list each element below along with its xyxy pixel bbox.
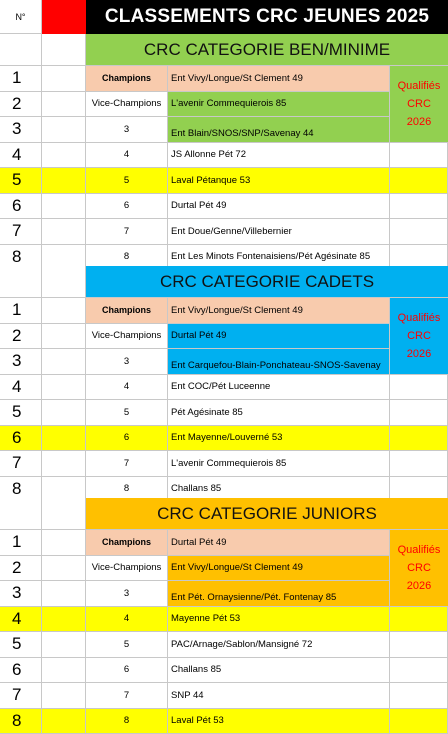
rank-number: 6 — [0, 658, 42, 684]
qualified-note-line: Qualifiés — [398, 77, 441, 95]
qualified-note-line: Qualifiés — [398, 541, 441, 559]
row-blank-cell — [42, 426, 86, 452]
team-name: SNP 44 — [168, 683, 390, 709]
qualified-note-line: 2026 — [407, 113, 431, 131]
category-banner: CRC CATEGORIE CADETS — [86, 266, 448, 298]
place-label: Champions — [86, 298, 168, 324]
qualified-note — [390, 298, 448, 375]
rank-number: 7 — [0, 683, 42, 709]
row-blank-cell — [42, 298, 86, 324]
qualified-note-line: Qualifiés — [398, 309, 441, 327]
place-label: 3 — [86, 349, 168, 375]
place-label: 7 — [86, 451, 168, 477]
place-label: Vice-Champions — [86, 92, 168, 118]
category-banner: CRC CATEGORIE BEN/MINIME — [86, 34, 448, 66]
place-label: 4 — [86, 607, 168, 633]
row-blank-cell — [42, 658, 86, 684]
team-name: JS Allonne Pét 72 — [168, 143, 390, 169]
rank-number: 2 — [0, 556, 42, 582]
place-label: 8 — [86, 477, 168, 503]
place-label: 6 — [86, 658, 168, 684]
qualified-note-line: CRC — [407, 559, 431, 577]
qualification-empty-cell — [390, 632, 448, 658]
team-name: Ent Les Minots Fontenaisiens/Pét Agésinate 85 — [168, 245, 390, 271]
place-label: 7 — [86, 219, 168, 245]
place-label: Champions — [86, 66, 168, 92]
place-label: 6 — [86, 194, 168, 220]
rank-number: 5 — [0, 632, 42, 658]
category-banner: CRC CATEGORIE JUNIORS — [86, 498, 448, 530]
qualification-empty-cell — [390, 143, 448, 169]
row-blank-cell — [42, 632, 86, 658]
place-label: 5 — [86, 400, 168, 426]
qualification-empty-cell — [390, 607, 448, 633]
qualified-note-line: 2026 — [407, 577, 431, 595]
rank-number: 1 — [0, 298, 42, 324]
row-blank-cell — [42, 324, 86, 350]
team-name: L'avenir Commequierois 85 — [168, 451, 390, 477]
rank-number: 4 — [0, 375, 42, 401]
place-label: 8 — [86, 709, 168, 734]
place-label: 6 — [86, 426, 168, 452]
row-blank-cell — [42, 219, 86, 245]
team-name: Laval Pét 53 — [168, 709, 390, 734]
team-name: PAC/Arnage/Sablon/Mansigné 72 — [168, 632, 390, 658]
team-name: Durtal Pét 49 — [168, 530, 390, 556]
place-label: 7 — [86, 683, 168, 709]
rank-number: 6 — [0, 426, 42, 452]
place-label: Vice-Champions — [86, 324, 168, 350]
rank-number: 3 — [0, 117, 42, 143]
team-name: Laval Pétanque 53 — [168, 168, 390, 194]
row-blank-cell — [42, 709, 86, 734]
row-blank-cell — [42, 66, 86, 92]
rank-number: 8 — [0, 245, 42, 271]
rank-number: 3 — [0, 581, 42, 607]
place-label: 5 — [86, 632, 168, 658]
row-blank-cell — [42, 117, 86, 143]
qualification-empty-cell — [390, 375, 448, 401]
qualified-note-line: 2026 — [407, 345, 431, 363]
place-label: 3 — [86, 581, 168, 607]
place-label: 4 — [86, 143, 168, 169]
qualification-empty-cell — [390, 709, 448, 734]
team-name: Durtal Pét 49 — [168, 194, 390, 220]
qualified-note-line: CRC — [407, 327, 431, 345]
rank-number: 1 — [0, 66, 42, 92]
rank-number: 7 — [0, 451, 42, 477]
rank-number: 3 — [0, 349, 42, 375]
row-blank-cell — [42, 375, 86, 401]
rank-number: 5 — [0, 400, 42, 426]
rank-number: 1 — [0, 530, 42, 556]
place-label: Champions — [86, 530, 168, 556]
row-blank-cell — [42, 683, 86, 709]
place-label: 3 — [86, 117, 168, 143]
row-blank-cell — [42, 92, 86, 118]
rank-number: 5 — [0, 168, 42, 194]
team-name: Ent Blain/SNOS/SNP/Savenay 44 — [168, 117, 390, 143]
team-name: Ent Vivy/Longue/St Clement 49 — [168, 298, 390, 324]
rank-number: 8 — [0, 477, 42, 503]
red-marker-cell — [42, 0, 86, 34]
rank-number: 4 — [0, 607, 42, 633]
qualification-empty-cell — [390, 168, 448, 194]
row-blank-cell — [42, 400, 86, 426]
qualification-empty-cell — [390, 658, 448, 684]
team-name: L'avenir Commequierois 85 — [168, 92, 390, 118]
place-label: 5 — [86, 168, 168, 194]
rank-number: 2 — [0, 324, 42, 350]
team-name: Ent Vivy/Longue/St Clement 49 — [168, 66, 390, 92]
team-name: Challans 85 — [168, 477, 390, 503]
row-blank-cell — [42, 451, 86, 477]
place-label: 4 — [86, 375, 168, 401]
row-blank-cell — [42, 556, 86, 582]
team-name: Ent Doue/Genne/Villebernier — [168, 219, 390, 245]
row-blank-cell — [42, 194, 86, 220]
banner-spacer-number — [0, 266, 42, 298]
team-name: Ent COC/Pét Luceenne — [168, 375, 390, 401]
qualification-empty-cell — [390, 683, 448, 709]
banner-spacer-blank — [42, 34, 86, 66]
team-name: Ent Pét. Ornaysienne/Pét. Fontenay 85 — [168, 581, 390, 607]
row-blank-cell — [42, 143, 86, 169]
row-blank-cell — [42, 530, 86, 556]
rank-number: 6 — [0, 194, 42, 220]
team-name: Ent Carquefou-Blain-Ponchateau-SNOS-Savenay — [168, 349, 390, 375]
qualification-empty-cell — [390, 219, 448, 245]
qualified-note — [390, 530, 448, 607]
qualified-note — [390, 66, 448, 143]
qualification-empty-cell — [390, 426, 448, 452]
banner-spacer-blank — [42, 498, 86, 530]
banner-spacer-blank — [42, 266, 86, 298]
number-column-header: N° — [0, 0, 42, 34]
qualification-empty-cell — [390, 451, 448, 477]
row-blank-cell — [42, 581, 86, 607]
rank-number: 4 — [0, 143, 42, 169]
rank-number: 2 — [0, 92, 42, 118]
team-name: Mayenne Pét 53 — [168, 607, 390, 633]
qualified-note-line: CRC — [407, 95, 431, 113]
banner-spacer-number — [0, 498, 42, 530]
place-label: 8 — [86, 245, 168, 271]
qualification-empty-cell — [390, 400, 448, 426]
rank-number: 8 — [0, 709, 42, 734]
team-name: Pét Agésinate 85 — [168, 400, 390, 426]
banner-spacer-number — [0, 34, 42, 66]
team-name: Challans 85 — [168, 658, 390, 684]
place-label: Vice-Champions — [86, 556, 168, 582]
page-title: CLASSEMENTS CRC JEUNES 2025 — [86, 0, 448, 34]
row-blank-cell — [42, 349, 86, 375]
qualification-empty-cell — [390, 194, 448, 220]
team-name: Ent Mayenne/Louverné 53 — [168, 426, 390, 452]
team-name: Durtal Pét 49 — [168, 324, 390, 350]
row-blank-cell — [42, 607, 86, 633]
row-blank-cell — [42, 168, 86, 194]
rank-number: 7 — [0, 219, 42, 245]
team-name: Ent Vivy/Longue/St Clement 49 — [168, 556, 390, 582]
